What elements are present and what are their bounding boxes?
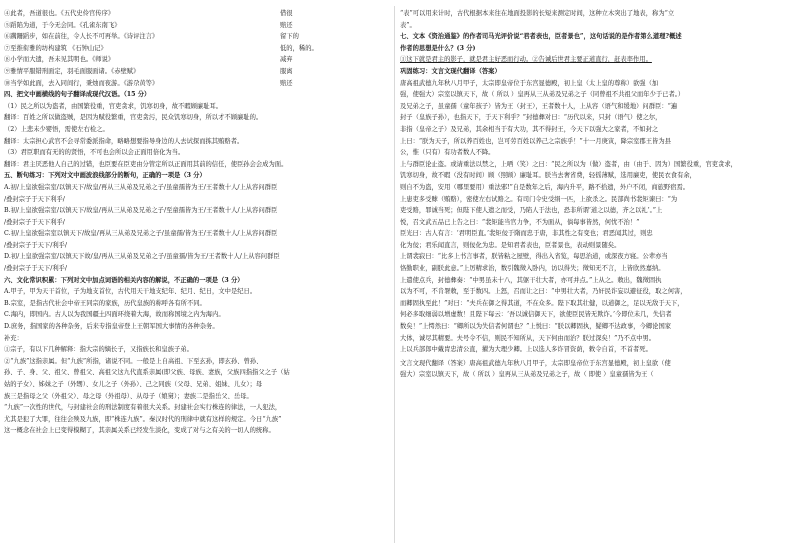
word-pair-8 [4, 54, 390, 66]
question-4-sentence-2: （2）上悲未少婴悟，需使左右检之。 [4, 125, 109, 133]
option-a-line-2: /叠封宗子于天下利乎/ [4, 195, 65, 203]
passage-line-8: 上与群臣论止盗。或请重法以禁之，上哂（笑）之曰：“民之所以为（做）盗者，由（由于、因为）国繁役重，官吏贪求， [400, 160, 737, 168]
supplement-item-3-line-3: 这一概念在社会上已变得模糊了，其亲属关系已经发生淡化，变成了对与之有关的一切人的统称。 [4, 427, 275, 435]
supplement-item-3-line-1: “九族”一次性的世代，与封建社会的刑法制度有着很大关系。封建社会实行株连的律法，一人犯法， [4, 404, 282, 412]
passage-line-18: 上遣使点兵，封德彝奏：“中男虽未十八，其躯干壮大者，亦可并点。”上从之。敕出，魏徵固执 [400, 276, 662, 284]
question-6-option-c: C.海内，即国内。古人以为我国疆土四面环绕着大海，故而称国境之内为海内。 [4, 311, 225, 319]
column-divider [394, 6, 395, 543]
passage-line-13: 悦，召文武五品已上告之曰：“裴矩能当官力争，不为面从，倘每事皆然，何忧不治！” [400, 218, 640, 226]
question-6-option-b: B.宗室，是指古代社会中帝王同宗的家族，历代皇族的称呼各有所不同。 [4, 299, 206, 307]
word-pair-10 [4, 78, 390, 90]
left-column [4, 8, 390, 543]
option-d-line-2: /叠封宗子于天下/利乎/ [4, 265, 68, 273]
supplement-label: 补充： [4, 334, 23, 342]
passage-line-22: 数矣！”上愕然曰：“卿所以为失信者何谓也？”上悦曰：“朕以卿固执，疑卿不达政事，今卿论国家 [400, 323, 672, 331]
supplement-item-1: ①宗子，有以下几种解释：指大宗的嫡长子，又指族长和皇族子弟。 [4, 346, 193, 354]
translation-title: 巩固练习：文言文现代翻译（答案） [400, 67, 501, 75]
passage-line-23: 大体，诚尽其精要。夫号令不信，则民不知所从，天下何由而治？朕过深矣！”乃不点中男。 [400, 334, 656, 342]
passage-line-17: 恪勤职业，副朕此意。”上厉精求治，数引魏徵入卧内，访以得失；徵知无不言，上皆欣然嘉纳。 [400, 265, 665, 273]
passage-line-11: 上患吏多受赇（贿赂），密使左右试赂之。有司门令史受绢一匹，上欲杀之。民部尚书裴矩谏曰：“为 [400, 195, 678, 203]
supplement-item-2-line-1: ②“九族”这指亲属。但“九族”所指，诸说不同。一般是上自高祖、下至玄孙，即玄孙、曾孙、 [4, 357, 263, 365]
note-line-1: “表”可以用来计时，古代根据本来往在地面投影的长短来测定时间，这种立木突出了地表，称为“立 [400, 10, 675, 17]
question-5-heading: 五、断句练习：下列对文中画波浪线部分的断句，正确的一项是（3 分） [4, 172, 206, 180]
option-b-line-2: /叠封宗子于天下利乎/ [4, 218, 65, 226]
pair-key: 减弃 [280, 56, 293, 64]
pair-text: ⑨雅情平服错刑面定，羽毛面服面诸。《赤壁赋》 [4, 67, 140, 75]
pair-text: ⑦至推衔雅的坊构建筑 《石钟山记》 [4, 44, 107, 52]
supplement-item-3-line-2: 尤其是犯了大罪，往往会殃及九族，即“株连九族”。秦汉时代的刑律中就有这样的规定。今日“九族” [4, 415, 282, 423]
pair-text: ⑤蹈陷为道，于今无会同。《孔雀东南飞》 [4, 21, 121, 29]
passage-line-5: 非指（皇帝之子）及兄弟，其余相当于有大功，其不得封王，今天下以强大之家者，不如封之 [400, 125, 659, 133]
pair-text: ④此者，吾道很也。《五代史伶官传序》 [4, 10, 115, 17]
question-4-translation-3: 翻译：君主厌恶他人自己的过错，也臣要在臣吏由分管定所以正面用其前的信任，使臣孙会会成为面。 [4, 160, 288, 168]
question-6-option-a: A.甲子，甲为天干首位，子为地支首位，古代用天干地支纪年、纪月、纪日，文中是纪日。 [4, 288, 257, 296]
question-6-option-d: D.庶务，指国家的各种杂务，后来专指皇帝登上王朝军国大事情的各种杂务。 [4, 323, 219, 331]
question-6-heading: 六、文化常识积累：下列对文中加点词语的相关内容的解说，不正确的一项是（3 分） [4, 276, 244, 284]
option-b-line-1: B.初/上皇欲强宗室/以镇天下/故皇/再从三从弟及兄弟之子/至童孺皆为王/王者数十人/上从容问群臣 [4, 207, 278, 215]
question-4-translation-1: 翻译：百姓之所以做盗贼，是因为赋役繁重，官吏贪污，民众饥寒切身，所以才不顾廉耻的。 [4, 114, 263, 122]
passage-line-16: 上谓裴寂曰：“比多上书言事者，朕皆粘之屋壁，得出入省览，每思治道，或深夜方寝。公辈亦当 [400, 253, 668, 261]
pair-key: 留下的 [280, 33, 299, 41]
pair-text: ⑧小学而大遗，吾未见其明也。《师说》 [4, 56, 115, 64]
option-a-line-1: A.初/上皇欲强宗室/以镇天下/故皇/再从三从弟及兄弟之子/虽童孺皆为王/王者数十人/上从容问群臣 [4, 183, 278, 191]
supplement-item-2-line-2: 孙、子、身、父、祖父、曾祖父、高祖父这九代直系亲属(即父族、母族、妻族，父族四指指父之子（姑 [4, 369, 290, 377]
pair-key: 服离 [280, 67, 293, 75]
passage-line-24: 上以兵部郎中戴胄忠清公直，擢为大理少卿。上以选人多诈冒资荫，敕令自首，不首者死。 [400, 346, 652, 354]
passage-line-20: 而卿固执至此！”对曰：“夫兵在御之得其道，不在众多。陛下取其壮健，以道御之，足以无敌于天下， [400, 299, 684, 307]
passage-line-7: 公，惟（只有）有功者数人不降。 [400, 149, 495, 157]
question-7-answer: ①这下就是君主的影子，就是君主好恶而行动。②告诫后世君主要正道直行，赶表率作用。 [400, 56, 652, 64]
passage-line-1: 唐高祖武德九年秋八月甲子，太宗即皇帝位于东宫显德殿，初上皇（太上皇的尊称）欲强（加 [400, 79, 659, 87]
supplement-item-2-line-3: 姑的子女）、姊妹之子（外甥）、女儿之子（外孙）、己之同族（父母、兄弟、姐妹、儿女）；母 [4, 381, 263, 388]
question-4-sentence-3: （3）君臣职而有无的的贤悟，不可也会所以会正面用倍化为当。 [4, 149, 185, 157]
word-pair-4 [4, 8, 390, 20]
word-pair-6 [4, 31, 390, 43]
word-pair-9 [4, 66, 390, 78]
question-7-line-2: 作者的思想是什么？(3 分) [400, 44, 476, 52]
question-7-line-1: 七、文本《资治通鉴》的作者司马光评价说“君者表也，臣者景也”，这句话说的是作者第么道理?概述 [400, 33, 682, 41]
supplement-item-2-line-4: 族三是指母之父（外祖父）、母之母（外祖母）、从母子（娘舅）；妻族二是指岳父、岳母。 [4, 392, 253, 400]
passage-line-2: 强，使强大）宗室以镇天下，故（ 所以 ）皇再从三从弟及兄弟之子（同曾祖不共祖父而年少于已者。） [400, 91, 685, 99]
passage-line-21: 何必多取细弱以增虚数！且陛下每云：‘吾以诚信御天下，欲使臣民皆无欺诈。’今即位未几，失信者 [400, 311, 672, 319]
option-d-line-1: D.初/上皇欲强宗室/以镇天下故/皇/再从三从弟及兄弟之子/虽童孺/皆为王/王者数十人/上从容问群臣 [4, 253, 280, 261]
passage-line-6: 上曰：“朕为天子，所以养百姓也，岂可劳百姓以养己之宗族乎！”十一月庚寅，降宗室郡王皆为县 [400, 137, 671, 145]
pair-key: 赔还 [280, 79, 293, 87]
passage-line-15: 化为佞；君乐闻直言，则佞化为忠。是知君者表也，臣者景也，表动则景随矣。 [400, 241, 621, 249]
note-line-2: 表”。 [400, 21, 416, 29]
pair-text: ⑩当学如此面，去入同间行，秉烛而夜游。《游尕黄等》 [4, 79, 159, 87]
passage-line-3: 及兄弟之子，虽童孺（童年孩子）皆为王（封王），王者数十人，上从容（语气和缓地）问群臣：“遍 [400, 102, 678, 110]
pair-text: ⑥蹒跚蹈步，如在前往，令人长不可再举。《诗评注言》 [4, 33, 159, 41]
passage-repeat-line-2: 强大）宗室以镇天下，故（ 所以 ）皇再从三从弟及兄弟之子，故（ 即使 ）皇童孺皆为王（ [400, 371, 654, 379]
word-pair-7 [4, 43, 390, 55]
passage-line-12: 吏受赂，罪诚当死；但陛下使人遗之而受，乃陷人于法也，恐非所谓‘道之以德，齐之以礼’。”上 [400, 207, 663, 215]
passage-line-4: 封子（皇族子孙），也指天下，于天下利乎？”封德彝对曰：“历代以来，只封（语气）使之尔， [400, 114, 662, 122]
question-4-translation-2: 翻译：太宗担心武官不会寻常委派指命，略略想要指导身边的人去试探而拣其贿赂者。 [4, 137, 244, 145]
pair-key: 低的，稀的。 [280, 44, 318, 52]
word-pair-5 [4, 20, 390, 32]
question-4-sentence-1: （1）民之所以为盗者，由国繁役重，官吏贪求，饥寒切身，故不暇顾廉耻耳。 [4, 102, 223, 110]
passage-line-9: 饥寒切身，故不暇（没有时间）顾（照顾）廉耻耳。朕当去奢省费，轻徭薄赋，选用廉吏，使民衣食有余， [400, 172, 696, 180]
pair-key: 赔还 [280, 21, 293, 29]
pair-key: 借很 [280, 10, 293, 17]
option-c-line-2: /叠封宗子于天下/利乎/ [4, 241, 68, 249]
right-column [400, 8, 788, 543]
question-4-heading: 四、把文中画横线的句子翻译成现代汉语。（15 分） [4, 91, 151, 99]
passage-line-14: 臣光曰：古人有言：‘君明臣直。’裴矩佞于隋而忠于唐，非其性之有变也；君恶闻其过，则忠 [400, 230, 653, 238]
passage-line-19: 以为不可，不肯署敕，至于数四。上怒，召而让之曰：“中男壮大者，乃奸民诈妄以避征役，取之何害， [400, 288, 687, 296]
passage-line-10: 则自不为盗，安用（哪里要用）重法邪!”自是数年之后，海内升平，路不拾遗，外户不闭，商旅野宿焉。 [400, 183, 690, 191]
passage-repeat-line-1: 文言文现代翻译（答案）唐高祖武德九年秋八月甲子，太宗即皇帝位于东宫显德殿，初上皇欲（使 [400, 359, 671, 367]
option-c-line-1: C.初/上皇欲强宗室以镇天下/故皇/再从三从弟及兄弟之子/虽童孺/皆为王/王者数十人/上从容问群臣 [4, 230, 278, 238]
